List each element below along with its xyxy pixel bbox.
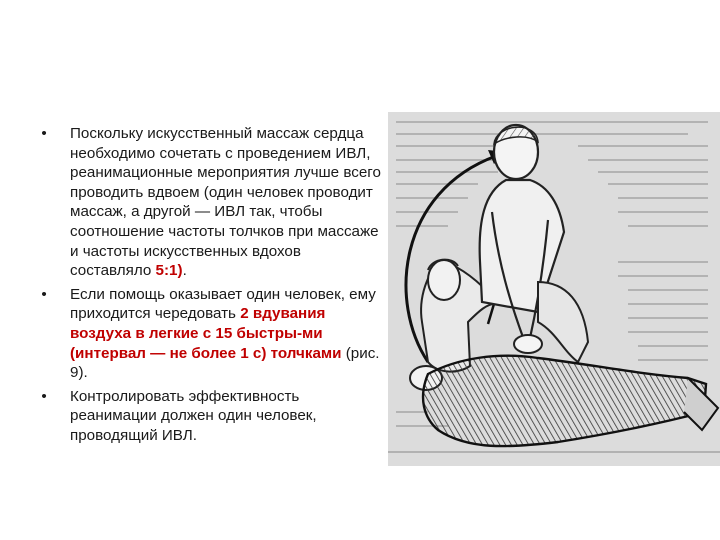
bullet-highlight: 5:1)	[155, 262, 183, 280]
bullet-marker: •	[41, 387, 47, 405]
bullet-item-2	[34, 285, 384, 383]
bullet-marker: •	[41, 125, 47, 142]
bullet-text: Контролировать эффективность реанимации должен один человек, проводящий ИВЛ.	[70, 387, 317, 444]
bullet-highlight: 2 вдувания воздуха в легкие с 15 быстры-ми (интервал — не более 1 с) толчками	[70, 305, 342, 362]
cpr-two-rescuers-illustration	[388, 112, 720, 466]
bullet-text: Если помощь оказывает один человек, ему приходится чередовать	[70, 285, 376, 323]
bullet-text-tail: (рис. 9).	[70, 344, 380, 382]
bullet-item-1	[34, 124, 384, 281]
bullet-text: Поскольку искусственный массаж сердца необходимо сочетать с проведением ИВЛ, реанимационные мероприятия лучше всего проводить вдвоем (один человек проводит массаж, а другой — ИВЛ так, чтобы соотношение частоты толчков при массаже и частоты искусственных вдохов составляло	[70, 125, 381, 280]
bullet-marker: •	[41, 285, 47, 303]
bullet-text-tail: .	[182, 262, 187, 280]
bullet-list	[34, 124, 384, 450]
bullet-item-3	[34, 387, 384, 446]
